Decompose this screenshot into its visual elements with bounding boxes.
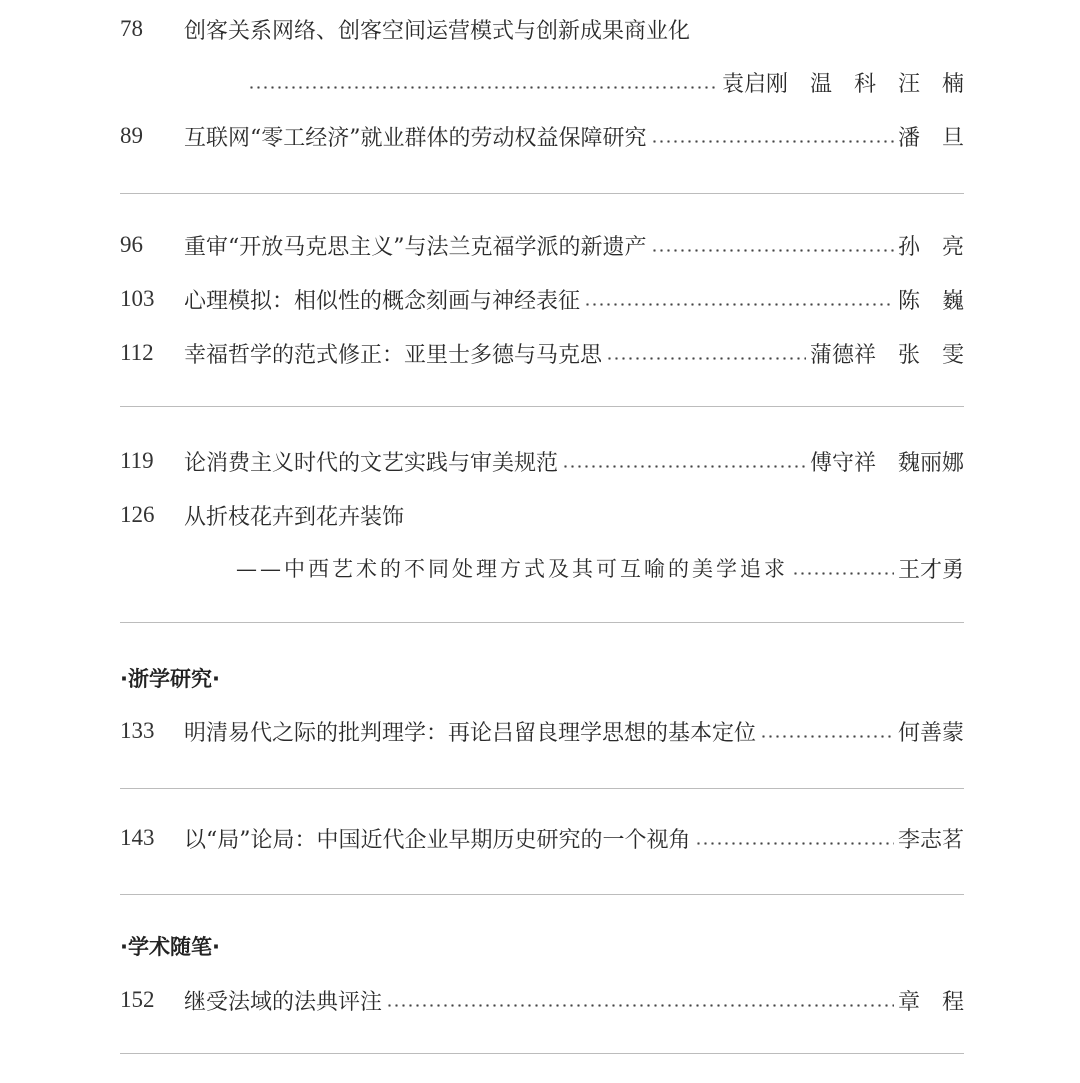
toc-entry-continuation <box>120 62 964 102</box>
article-author: 李志茗 <box>897 827 964 853</box>
article-title: 互联网“零工经济”就业群体的劳动权益保障研究 <box>184 125 647 151</box>
article-subtitle: ——中西艺术的不同处理方式及其可互喻的美学追求 <box>236 557 788 581</box>
page-number: 119 <box>120 448 154 473</box>
section-heading: ·浙学研究· <box>120 667 220 691</box>
page-number: 133 <box>120 718 155 743</box>
article-author: 王才勇 <box>897 557 964 583</box>
article-title: 明清易代之际的批判理学：再论吕留良理学思想的基本定位 <box>184 720 757 746</box>
toc-entry <box>120 333 964 373</box>
dot-leader <box>792 572 894 575</box>
dot-leader <box>651 140 894 143</box>
article-author: 孙 亮 <box>897 234 964 260</box>
page-number: 143 <box>120 825 155 850</box>
section-divider <box>120 193 964 194</box>
dot-leader <box>695 842 894 845</box>
toc-entry <box>120 441 964 481</box>
toc-entry <box>120 980 964 1020</box>
toc-entry <box>120 225 964 265</box>
dot-leader <box>386 1004 894 1007</box>
article-title: 创客关系网络、创客空间运营模式与创新成果商业化 <box>184 18 691 44</box>
toc-entry-continuation <box>120 548 964 588</box>
article-author: 傅守祥 魏丽娜 <box>809 450 964 476</box>
section-divider <box>120 406 964 407</box>
dot-leader <box>606 357 806 360</box>
article-title: 幸福哲学的范式修正：亚里士多德与马克思 <box>184 342 603 368</box>
section-divider <box>120 894 964 895</box>
section-divider <box>120 788 964 789</box>
section-divider <box>120 622 964 623</box>
toc-entry <box>120 9 964 49</box>
dot-leader <box>760 735 894 738</box>
article-author: 袁启刚 温 科 汪 楠 <box>721 71 964 97</box>
section-heading: ·学术随笔· <box>120 935 220 959</box>
toc-entry <box>120 711 964 751</box>
page-number: 103 <box>120 286 155 311</box>
toc-entry <box>120 116 964 156</box>
article-title: 论消费主义时代的文艺实践与审美规范 <box>184 450 559 476</box>
toc-entry <box>120 279 964 319</box>
article-title: 从折枝花卉到花卉装饰 <box>184 504 405 530</box>
article-title: 继受法域的法典评注 <box>184 989 383 1015</box>
page-number: 89 <box>120 123 143 148</box>
dot-leader <box>248 86 718 89</box>
page-number: 78 <box>120 16 143 41</box>
article-author: 章 程 <box>897 989 964 1015</box>
page-number: 112 <box>120 340 154 365</box>
article-author: 蒲德祥 张 雯 <box>809 342 964 368</box>
toc-entry <box>120 818 964 858</box>
page-number: 96 <box>120 232 143 257</box>
dot-leader <box>562 465 806 468</box>
dot-leader <box>584 303 894 306</box>
article-title: 以“局”论局：中国近代企业早期历史研究的一个视角 <box>184 827 691 853</box>
article-author: 何善蒙 <box>897 720 964 746</box>
toc-entry <box>120 495 964 535</box>
article-title: 心理模拟：相似性的概念刻画与神经表征 <box>184 288 581 314</box>
article-author: 陈 巍 <box>897 288 964 314</box>
article-title: 重审“开放马克思主义”与法兰克福学派的新遗产 <box>184 234 647 260</box>
section-divider <box>120 1053 964 1054</box>
article-author: 潘 旦 <box>897 125 964 151</box>
dot-leader <box>651 249 894 252</box>
page-number: 152 <box>120 987 155 1012</box>
page-number: 126 <box>120 502 155 527</box>
